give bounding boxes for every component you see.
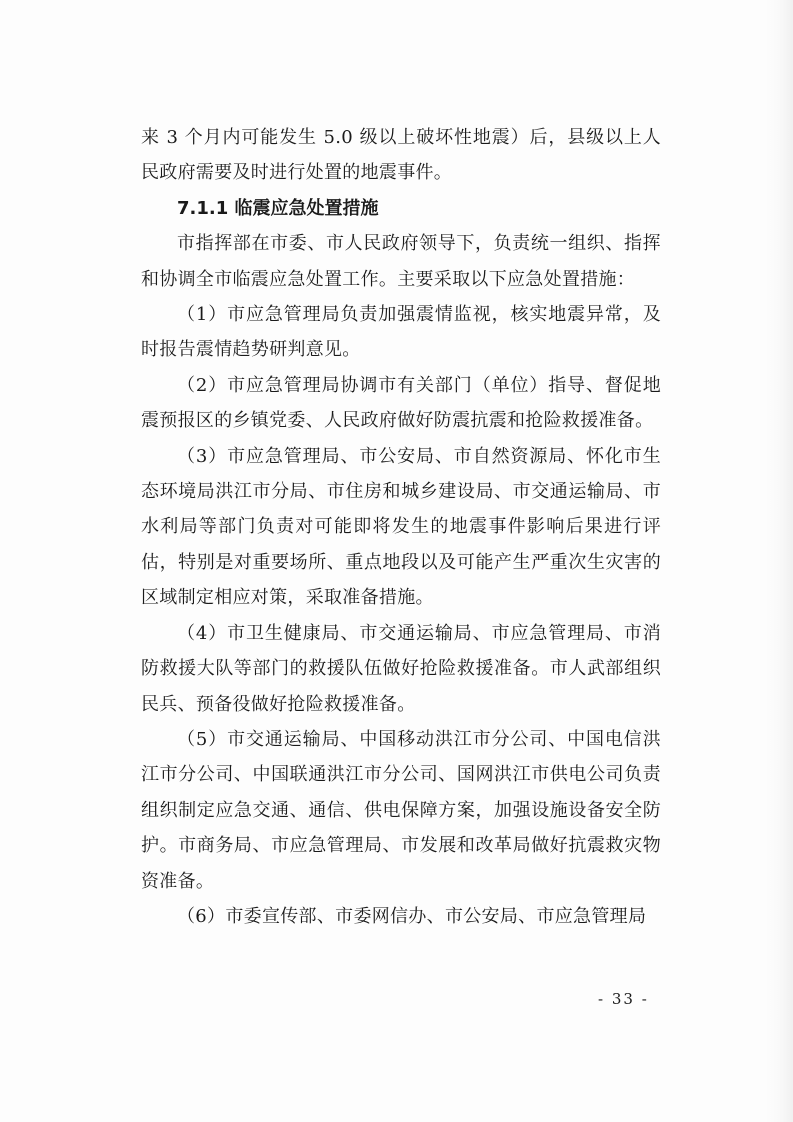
paragraph-item-2: （2）市应急管理局协调市有关部门（单位）指导、督促地震预报区的乡镇党委、人民政府做好防震抗震和抢险救援准备。 [141, 374, 661, 432]
paragraph-continuation: 来 3 个月内可能发生 5.0 级以上破坏性地震）后，县级以上人民政府需要及时进行处置的地震事件。 [141, 127, 661, 184]
paragraph-item-1: （1）市应急管理局负责加强震情监视，核实地震异常，及时报告震情趋势研判意见。 [141, 304, 661, 361]
paragraph-item-5: （5）市交通运输局、中国移动洪江市分公司、中国电信洪江市分公司、中国联通洪江市分公司、国网洪江市供电公司负责组织制定应急交通、通信、供电保障方案，加强设施设备安全防护。市商务局、市应急管理局、市发展和改革局做好抗震救灾物资准备。 [141, 728, 661, 892]
page-number: - 33 - [598, 990, 649, 1008]
document-body [141, 120, 661, 934]
paragraph-item-6: （6）市委宣传部、市委网信办、市公安局、市应急管理局 [177, 905, 647, 927]
paragraph-item-3: （3）市应急管理局、市公安局、市自然资源局、怀化市生态环境局洪江市分局、市住房和城乡建设局、市交通运输局、市水利局等部门负责对可能即将发生的地震事件影响后果进行评估，特别是对重要场所、重点地段以及可能产生严重次生灾害的区域制定相应对策，采取准备措施。 [141, 445, 661, 609]
section-heading: 7.1.1 临震应急处置措施 [177, 197, 379, 219]
scan-edge-shadow [765, 0, 793, 1122]
paragraph-item-4: （4）市卫生健康局、市交通运输局、市应急管理局、市消防救援大队等部门的救援队伍做好抢险救援准备。市人武部组织民兵、预备役做好抢险救援准备。 [141, 622, 661, 715]
paragraph-intro: 市指挥部在市委、市人民政府领导下，负责统一组织、指挥和协调全市临震应急处置工作。主要采取以下应急处置措施： [141, 233, 661, 290]
